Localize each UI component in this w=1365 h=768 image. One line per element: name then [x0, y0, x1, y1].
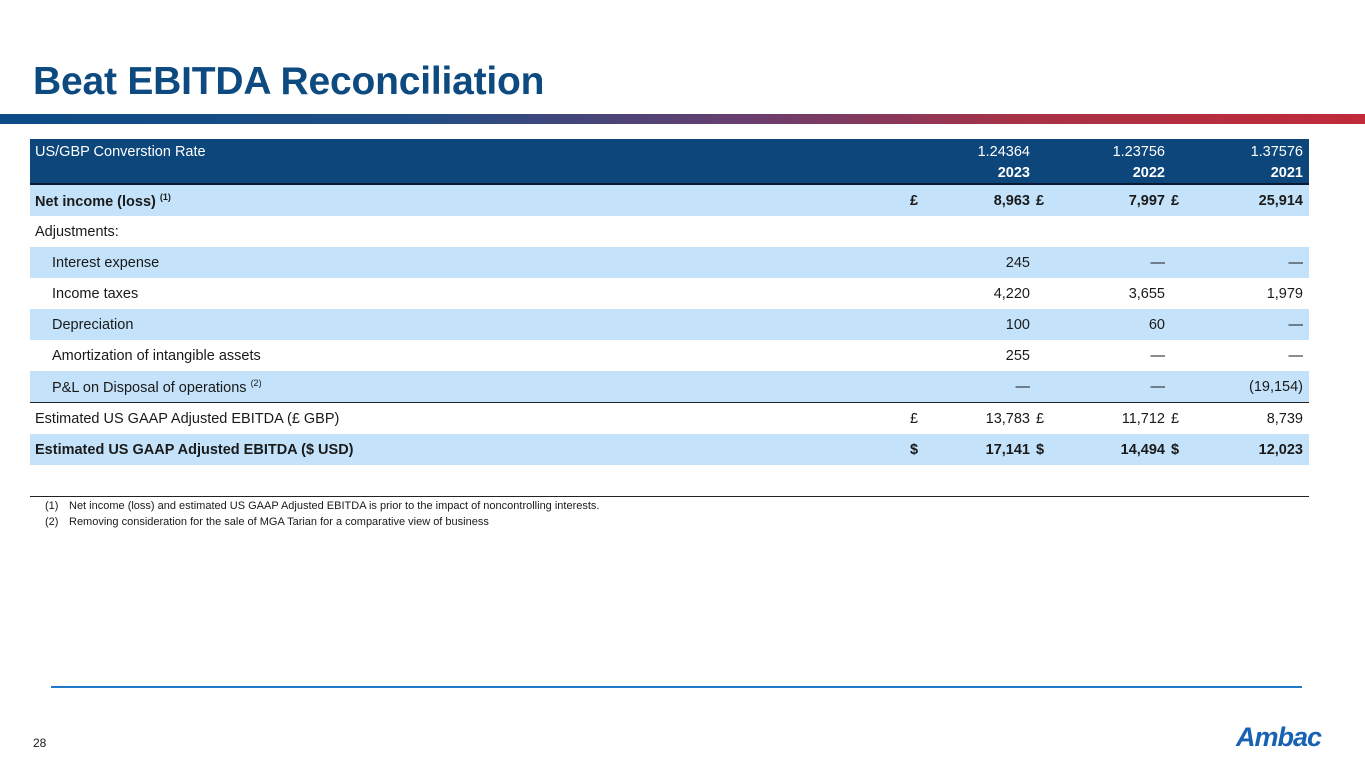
value-2023: 255 — [1005, 347, 1030, 364]
footnote-tag: (1) — [45, 500, 59, 512]
footer-divider — [51, 686, 1302, 688]
page-number: 28 — [33, 736, 47, 750]
currency-symbol: £ — [1171, 184, 1191, 216]
table-row-depreciation — [30, 309, 1309, 340]
footnote-ref: (1) — [159, 191, 171, 202]
ebitda-reconciliation-table — [30, 139, 1309, 497]
footnotes — [45, 498, 600, 530]
slide-title: Beat EBITDA Reconciliation — [33, 60, 545, 103]
value-2022: 11,712 — [1056, 403, 1171, 435]
row-label: Adjustments: — [35, 223, 119, 240]
row-label: Amortization of intangible assets — [52, 347, 261, 364]
value-2023: 13,783 — [930, 403, 1036, 435]
value-2021: — — [1288, 347, 1303, 364]
table-row-net-income — [30, 184, 1309, 216]
value-2022: 7,997 — [1056, 184, 1171, 216]
table-row-ebitda-usd — [30, 434, 1309, 465]
year-2023: 2023 — [930, 162, 1036, 184]
value-2023: 8,963 — [930, 184, 1036, 216]
row-label: Interest expense — [30, 247, 910, 278]
currency-symbol: £ — [910, 403, 930, 435]
value-2021: — — [1191, 309, 1309, 340]
value-2021: 8,739 — [1191, 403, 1309, 435]
year-2021: 2021 — [1191, 162, 1309, 184]
rate-2021: 1.37576 — [1191, 139, 1309, 162]
footnote-text: Removing consideration for the sale of MGA Tarian for a comparative view of business — [69, 516, 489, 528]
value-2023: 17,141 — [930, 434, 1036, 465]
row-label: Income taxes — [52, 285, 139, 302]
header-year-row — [30, 162, 1309, 184]
table-spacer-row — [30, 465, 1309, 497]
value-2022: — — [1150, 347, 1165, 364]
value-2021: — — [1191, 247, 1309, 278]
value-2021: 25,914 — [1191, 184, 1309, 216]
value-2023: — — [930, 371, 1036, 403]
rate-label: US/GBP Converstion Rate — [30, 139, 910, 162]
row-label: P&L on Disposal of operations — [52, 379, 247, 396]
footnote-text: Net income (loss) and estimated US GAAP Adjusted EBITDA is prior to the impact of noncontrolling interests. — [69, 500, 600, 512]
currency-symbol: £ — [1036, 403, 1056, 435]
footnote-tag: (2) — [45, 516, 59, 528]
row-label: Estimated US GAAP Adjusted EBITDA (£ GBP) — [30, 403, 910, 435]
row-label: Depreciation — [30, 309, 910, 340]
value-2022: 60 — [1056, 309, 1171, 340]
table-row-amortization — [30, 340, 1309, 371]
header-rate-row — [30, 139, 1309, 162]
value-2021: 12,023 — [1191, 434, 1309, 465]
year-2022: 2022 — [1056, 162, 1171, 184]
currency-symbol: £ — [1171, 403, 1191, 435]
currency-symbol: £ — [910, 184, 930, 216]
ambac-logo: Ambac — [1236, 722, 1322, 752]
value-2023: 4,220 — [993, 285, 1030, 302]
value-2021: (19,154) — [1191, 371, 1309, 403]
value-2021: 1,979 — [1266, 285, 1303, 302]
title-gradient-bar — [0, 114, 1365, 124]
currency-symbol: $ — [1171, 434, 1191, 465]
table-row-income-taxes — [30, 278, 1309, 309]
currency-symbol: $ — [1036, 434, 1056, 465]
value-2022: 3,655 — [1128, 285, 1165, 302]
table-row-interest-expense — [30, 247, 1309, 278]
footnote-2 — [45, 514, 600, 530]
value-2023: 245 — [930, 247, 1036, 278]
table-row-disposal — [30, 371, 1309, 403]
value-2022: — — [1056, 247, 1171, 278]
footnote-1 — [45, 498, 600, 514]
footnote-ref: (2) — [250, 377, 262, 388]
currency-symbol: $ — [910, 434, 930, 465]
rate-2023: 1.24364 — [930, 139, 1036, 162]
row-label: Estimated US GAAP Adjusted EBITDA ($ USD) — [30, 434, 910, 465]
rate-2022: 1.23756 — [1056, 139, 1171, 162]
value-2022: — — [1056, 371, 1171, 403]
value-2022: 14,494 — [1056, 434, 1171, 465]
currency-symbol: £ — [1036, 184, 1056, 216]
row-label: Net income (loss) — [35, 193, 156, 210]
value-2023: 100 — [930, 309, 1036, 340]
table-row-adjustments — [30, 216, 1309, 247]
table-row-ebitda-gbp — [30, 403, 1309, 435]
